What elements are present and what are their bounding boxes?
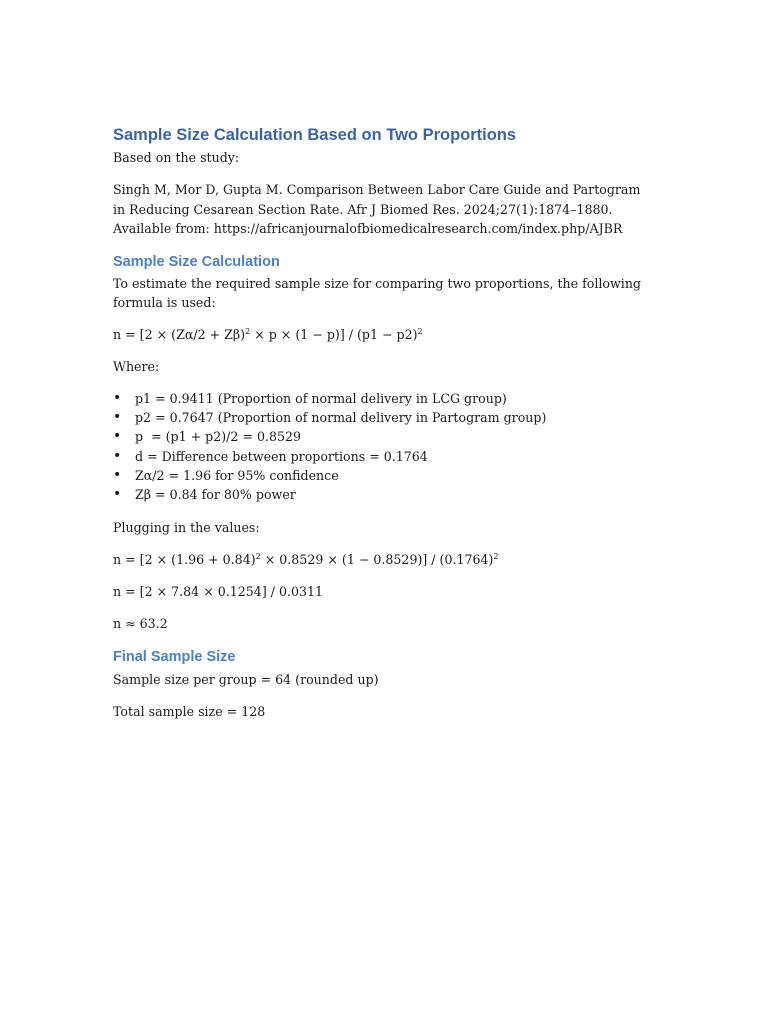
calc1-exponent-2: 2 [493, 552, 499, 561]
formula-exponent-2: 2 [417, 327, 423, 336]
formula-intro-text: To estimate the required sample size for comparing two proportions, the following formula is used: [113, 276, 641, 310]
calculation-step-2: n = [2 × 7.84 × 0.1254] / 0.0311 [113, 584, 324, 599]
variable-list [113, 389, 546, 504]
calculation-step-1 [113, 550, 658, 569]
section-heading-calculation: Sample Size Calculation [113, 254, 280, 270]
formula-part-2: × p × (1 − p)] / (p1 − p2) [250, 327, 418, 342]
intro-label: Based on the study: [113, 150, 240, 165]
list-item [113, 427, 546, 446]
formula [113, 325, 658, 344]
calc1-exponent-1: 2 [255, 552, 261, 561]
list-item [113, 466, 546, 485]
plugging-label: Plugging in the values: [113, 520, 260, 535]
list-item-text: p1 = 0.9411 (Proportion of normal delivery in LCG group) [135, 391, 507, 406]
where-label: Where: [113, 359, 160, 374]
list-item-text: Zβ = 0.84 for 80% power [135, 486, 296, 502]
total-sample-size: Total sample size = 128 [113, 704, 266, 719]
list-item [113, 408, 546, 427]
list-item [113, 389, 546, 408]
list-item [113, 485, 546, 504]
list-item-text: p = (p1 + p2)/2 = 0.8529 [135, 429, 302, 445]
formula-exponent-1: 2 [245, 327, 251, 336]
bullet-icon: • [113, 466, 122, 483]
list-item [113, 447, 546, 466]
list-item-text: Zα/2 = 1.96 for 95% confidence [135, 467, 339, 483]
list-item-text: d = Difference between proportions = 0.1764 [135, 448, 428, 464]
document-title: Sample Size Calculation Based on Two Proportions [113, 126, 517, 144]
bullet-icon: • [113, 447, 122, 464]
sample-size-per-group: Sample size per group = 64 (rounded up) [113, 672, 379, 687]
bullet-icon: • [113, 485, 122, 502]
section-heading-final: Final Sample Size [113, 649, 236, 665]
bullet-icon: • [113, 428, 122, 445]
calc1-part-1: n = [2 × (1.96 + 0.84) [113, 552, 256, 567]
bullet-icon: • [113, 390, 122, 406]
list-item-text: p2 = 0.7647 (Proportion of normal delivery in Partogram group) [135, 410, 547, 426]
formula-part-1: n = [2 × (Zα/2 + Zβ) [113, 327, 246, 342]
citation: Singh M, Mor D, Gupta M. Comparison Between Labor Care Guide and Partogram in Reducing Cesarean Section Rate. Afr J Biomed Res. 2024;27(1):1874–1880. Available from: https://africanjournalofbiomedicalresearch.com/index.php/AJBR [113, 182, 641, 237]
calculation-result: n ≈ 63.2 [113, 616, 168, 631]
calc1-part-2: × 0.8529 × (1 − 0.8529)] / (0.1764) [260, 552, 494, 567]
bullet-icon: • [113, 409, 122, 426]
